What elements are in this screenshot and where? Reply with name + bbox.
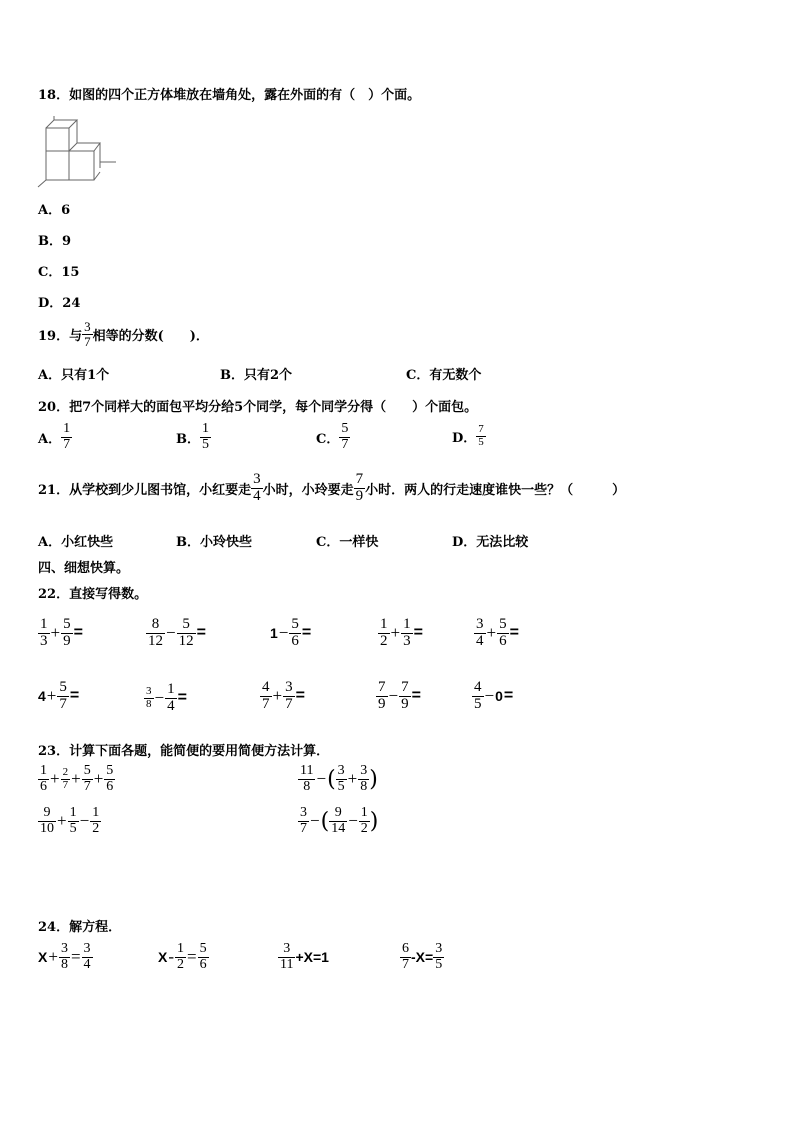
q22-stem: 22．直接写得数。 xyxy=(38,587,148,602)
q24-equation-4: $\frac{6}{7}$ -X= $\frac{3}{5}$ xyxy=(402,941,443,972)
q20-option-a[interactable]: A． $\frac{1}{7}$ xyxy=(38,421,71,452)
q22-expr-10: $\frac{4}{5}$ − 0 = xyxy=(474,679,514,712)
q21-option-a[interactable]: A．小红快些 xyxy=(38,535,114,550)
q21-option-c[interactable]: C．一样快 xyxy=(316,535,379,550)
q18-option-c[interactable]: C．15 xyxy=(38,265,80,280)
q22-expr-6: 4 + $\frac{5}{7}$ = xyxy=(38,679,80,712)
q20-option-d[interactable]: D． $\frac{7}{5}$ xyxy=(452,423,484,448)
q22-expr-9: $\frac{7}{9}$ − $\frac{7}{9}$ = xyxy=(378,679,421,712)
fraction: $\frac{1}{7}$ xyxy=(63,421,71,452)
q23-expr-3: $\frac{9}{10}$ + $\frac{1}{5}$ − $\frac{1}{2}$ xyxy=(40,805,100,836)
q19-option-a[interactable]: A．只有1个 xyxy=(38,368,110,383)
q22-expr-1: $\frac{1}{3}$ + $\frac{5}{9}$ = xyxy=(40,616,83,649)
q23-stem: 23．计算下面各题，能简便的要用简便方法计算． xyxy=(38,744,330,759)
q18-option-b[interactable]: B．9 xyxy=(38,234,72,249)
fraction: $\frac{7}{9}$ xyxy=(355,471,364,504)
fraction: $\frac{5}{7}$ xyxy=(341,421,349,452)
q20-option-b[interactable]: B． $\frac{1}{5}$ xyxy=(176,421,209,452)
q21-stem: 21．从学校到少儿图书馆，小红要走 $\frac{3}{4}$ 小时，小玲要走 $\frac{7}{9}$ 小时．两人的行走速度谁快一些？（ ） xyxy=(38,471,626,504)
q20-option-c[interactable]: C． $\frac{5}{7}$ xyxy=(316,421,349,452)
q20-stem: 20．把7个同样大的面包平均分给5个同学，每个同学分得（ ）个面包。 xyxy=(38,400,478,415)
q22-expr-2: $\frac{8}{12}$ − $\frac{5}{12}$ = xyxy=(148,616,206,649)
q22-expr-3: 1 − $\frac{5}{6}$ = xyxy=(270,616,312,649)
q19-option-c[interactable]: C．有无数个 xyxy=(406,368,482,383)
q19-stem: 19．与 $\frac{3}{7}$ 相等的分数( )． xyxy=(38,319,209,349)
q18-option-d[interactable]: D．24 xyxy=(38,296,81,311)
q18-stem: 18．如图的四个正方体堆放在墙角处，露在外面的有（ ）个面。 xyxy=(38,88,421,103)
fraction: $\frac{3}{7}$ xyxy=(84,319,91,349)
q18-option-a[interactable]: A．6 xyxy=(38,203,71,218)
q23-expr-1: $\frac{1}{6}$ + $\frac{2}{7}$ + $\frac{5}{7}$ + $\frac{5}{6}$ xyxy=(40,763,114,794)
q22-expr-5: $\frac{3}{4}$ + $\frac{5}{6}$ = xyxy=(476,616,519,649)
q22-expr-4: $\frac{1}{2}$ + $\frac{1}{3}$ = xyxy=(380,616,423,649)
q22-expr-7: $\frac{3}{8}$ − $\frac{1}{4}$ = xyxy=(146,681,187,714)
q23-expr-2: $\frac{11}{8}$ − ( $\frac{3}{5}$ + $\frac{3}{8}$ ) xyxy=(300,763,378,794)
q21-option-b[interactable]: B．小玲快些 xyxy=(176,535,252,550)
q24-stem: 24．解方程． xyxy=(38,920,122,935)
q24-equation-3: $\frac{3}{11}$ +X=1 xyxy=(280,941,329,972)
q24-equation-1: X + $\frac{3}{8}$ = $\frac{3}{4}$ xyxy=(38,941,91,972)
section-heading: 四、细想快算。 xyxy=(38,561,130,576)
q21-option-d[interactable]: D．无法比较 xyxy=(452,535,529,550)
q24-equation-2: X - $\frac{1}{2}$ = $\frac{5}{6}$ xyxy=(158,941,207,972)
stacked-cubes-figure xyxy=(36,116,118,188)
fraction: $\frac{7}{5}$ xyxy=(478,423,484,448)
q23-expr-4: $\frac{3}{7}$ − ( $\frac{9}{14}$ − $\frac{1}{2}$ ) xyxy=(300,805,379,836)
q19-option-b[interactable]: B．只有2个 xyxy=(220,368,293,383)
q22-expr-8: $\frac{4}{7}$ + $\frac{3}{7}$ = xyxy=(262,679,305,712)
fraction: $\frac{3}{4}$ xyxy=(253,471,261,504)
fraction: $\frac{1}{5}$ xyxy=(202,421,209,452)
